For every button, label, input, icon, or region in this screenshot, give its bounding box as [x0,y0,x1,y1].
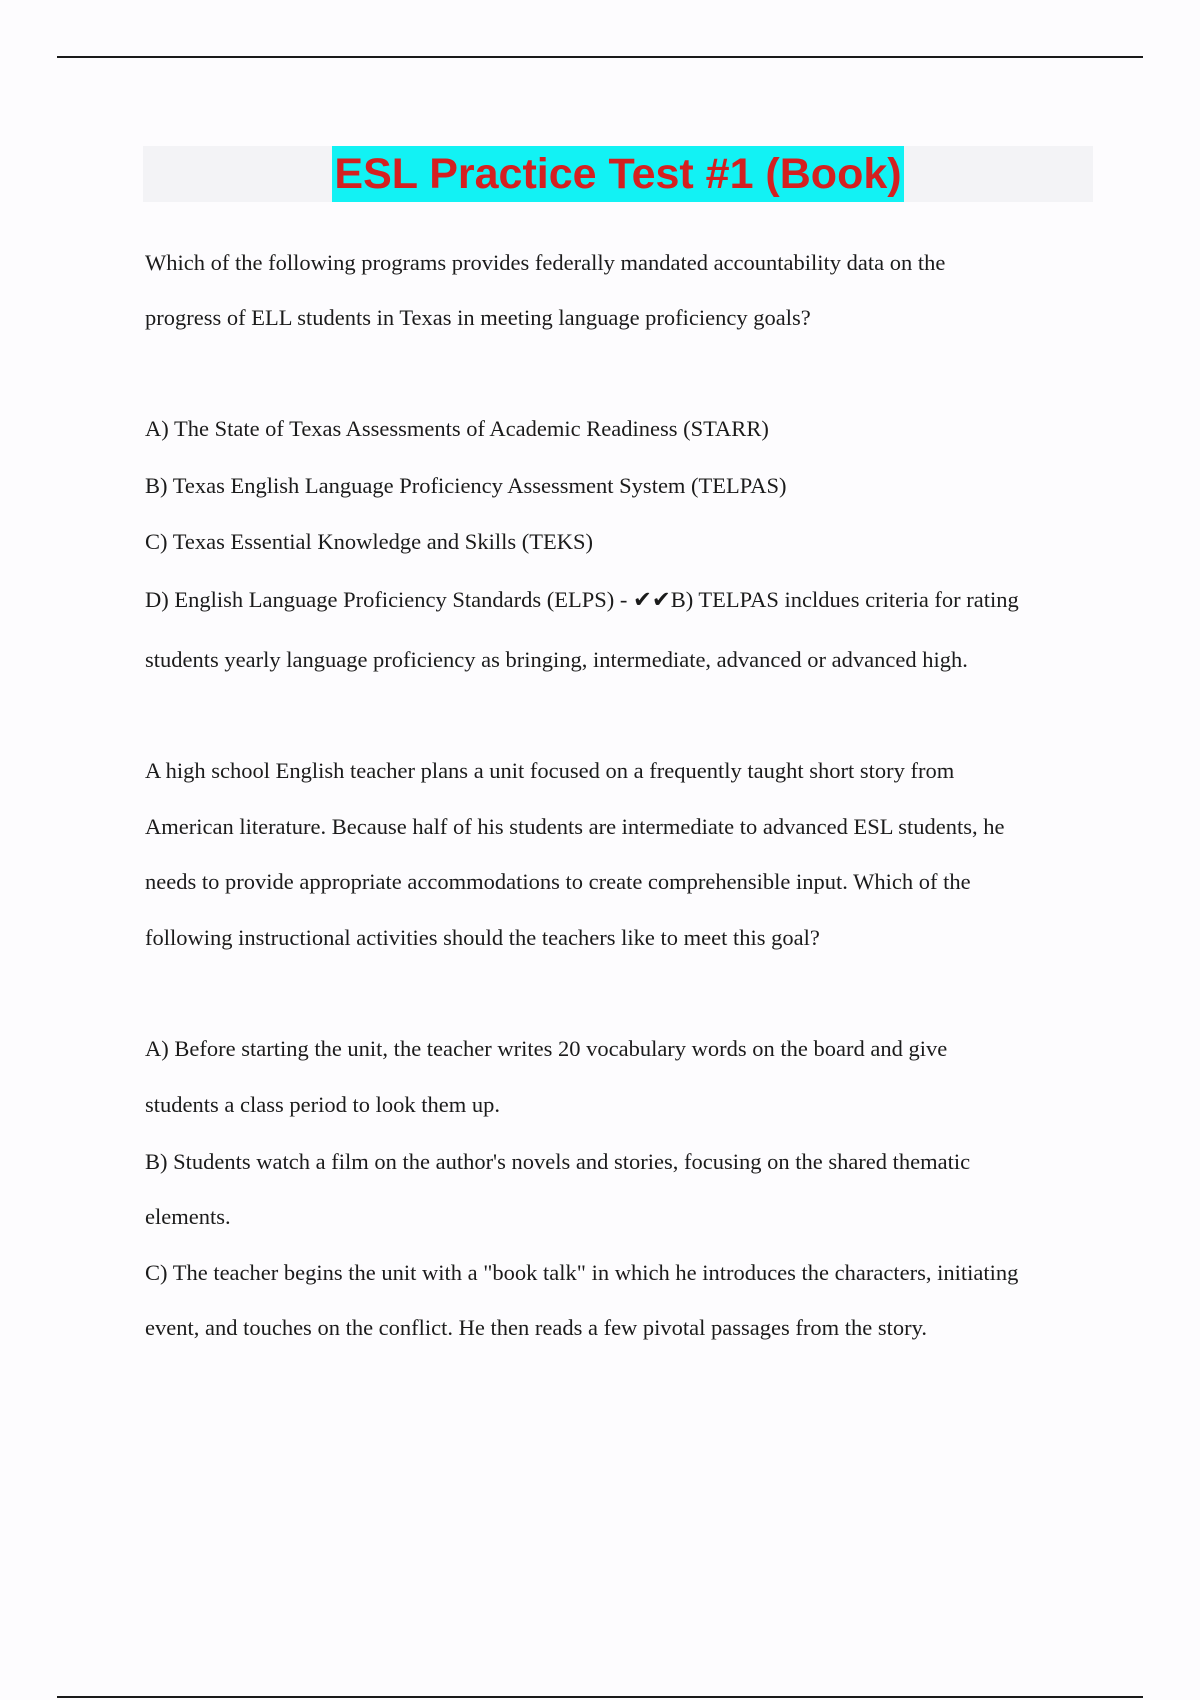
q2-option-c-line-2: event, and touches on the conflict. He then reads a few pivotal passages from the story. [145,1315,928,1340]
q2-option-b-line-2: elements. [145,1204,231,1229]
title-band [143,146,1093,202]
q2-option-c-line-1: C) The teacher begins the unit with a "book talk" in which he introduces the characters, initiating [145,1260,1019,1285]
q2-stem-line-2: American literature. Because half of his students are intermediate to advanced ESL students, he [145,814,1005,839]
q2-stem-line-4: following instructional activities should the teachers like to meet this goal? [145,925,820,950]
q1-option-a: A) The State of Texas Assessments of Academic Readiness (STARR) [145,416,769,441]
q2-option-a-line-1: A) Before starting the unit, the teacher writes 20 vocabulary words on the board and give [145,1036,948,1061]
q1-stem-line-2: progress of ELL students in Texas in meeting language proficiency goals? [145,305,811,330]
q1-option-c: C) Texas Essential Knowledge and Skills (TEKS) [145,529,593,554]
q1-option-d-line-2: students yearly language proficiency as bringing, intermediate, advanced or advanced high. [145,647,968,672]
bottom-rule [57,1696,1143,1698]
q2-option-b-line-1: B) Students watch a film on the author's novels and stories, focusing on the shared thematic [145,1149,971,1174]
q2-stem-line-1: A high school English teacher plans a unit focused on a frequently taught short story from [145,758,955,783]
top-rule [57,56,1143,58]
q2-stem-line-3: needs to provide appropriate accommodations to create comprehensible input. Which of the [145,869,971,894]
document-title: ESL Practice Test #1 (Book) [332,146,903,202]
q1-option-b: B) Texas English Language Proficiency Assessment System (TELPAS) [145,473,787,498]
q2-option-a-line-2: students a class period to look them up. [145,1092,500,1117]
q1-option-d-line-1: D) English Language Proficiency Standards (ELPS) - ✔✔B) TELPAS incldues criteria for rating [145,587,1019,612]
q1-stem-line-1: Which of the following programs provides federally mandated accountability data on the [145,250,946,275]
